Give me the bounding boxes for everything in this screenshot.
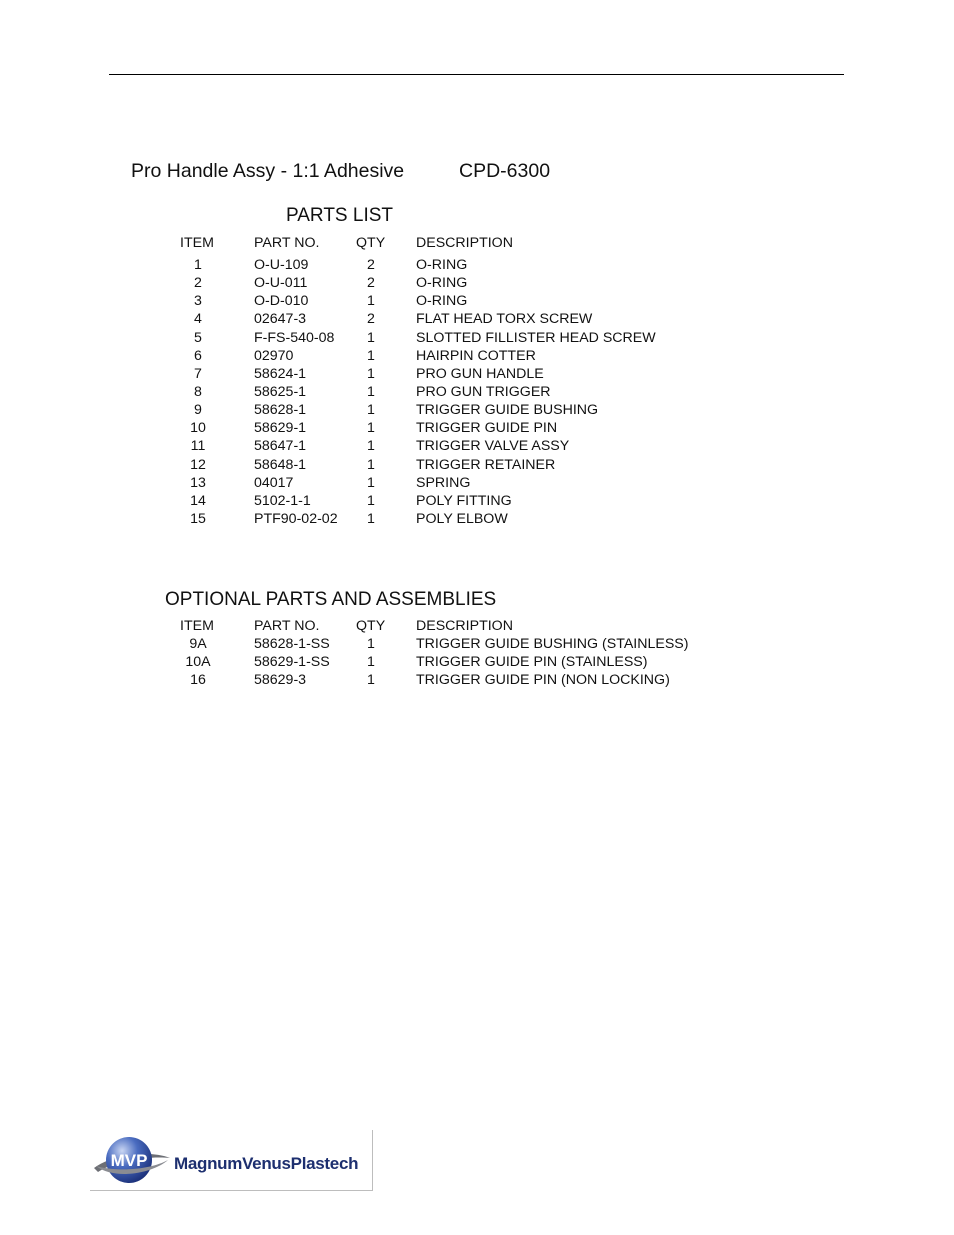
part-no-cell: PTF90-02-02 [254, 510, 338, 527]
table-row [0, 311, 954, 329]
optional-parts-title: OPTIONAL PARTS AND ASSEMBLIES [165, 589, 497, 610]
description-cell: TRIGGER VALVE ASSY [416, 438, 570, 455]
part-no-cell: 02970 [254, 347, 294, 364]
qty-cell: 1 [367, 402, 375, 419]
qty-cell: 1 [367, 365, 375, 382]
table-row [0, 475, 954, 493]
header-qty: QTY [356, 235, 386, 251]
optional-parts-table [0, 636, 954, 690]
item-cell: 9A [189, 636, 207, 652]
table-row [0, 672, 954, 690]
part-no-cell: 58628-1 [254, 402, 307, 419]
table-row [0, 402, 954, 420]
item-cell: 12 [190, 456, 206, 473]
part-no-cell: 58648-1 [254, 456, 307, 473]
table-row [0, 366, 954, 384]
part-no-cell: 58625-1 [254, 383, 307, 400]
description-cell: TRIGGER GUIDE PIN (STAINLESS) [416, 654, 648, 671]
qty-cell: 1 [367, 329, 375, 346]
item-cell: 10 [190, 420, 206, 437]
part-no-cell: 58624-1 [254, 365, 307, 382]
item-cell: 4 [194, 311, 202, 328]
parts-list-table [0, 257, 954, 529]
description-cell: TRIGGER GUIDE BUSHING [416, 402, 599, 419]
item-cell: 10A [185, 654, 211, 671]
part-no-cell: 58629-1-SS [254, 654, 330, 671]
part-no-cell: O-D-010 [254, 293, 309, 310]
qty-cell: 1 [367, 492, 375, 509]
parts-list-header [0, 235, 954, 253]
item-cell: 7 [194, 365, 202, 382]
part-no-cell: 58628-1-SS [254, 636, 330, 652]
table-row [0, 275, 954, 293]
table-header-row [0, 618, 954, 636]
description-cell: PRO GUN HANDLE [416, 365, 544, 382]
description-cell: HAIRPIN COTTER [416, 347, 536, 364]
table-row [0, 257, 954, 275]
header-part-no: PART NO. [254, 618, 320, 634]
optional-parts-header [0, 618, 954, 636]
table-row [0, 420, 954, 438]
part-no-cell: F-FS-540-08 [254, 329, 335, 346]
header-description: DESCRIPTION [416, 235, 513, 251]
item-cell: 2 [194, 275, 202, 292]
item-cell: 8 [194, 383, 202, 400]
qty-cell: 1 [367, 347, 375, 364]
qty-cell: 2 [367, 311, 375, 328]
globe-logo-icon [92, 1132, 172, 1188]
qty-cell: 1 [367, 456, 375, 473]
item-cell: 1 [194, 257, 202, 273]
qty-cell: 1 [367, 474, 375, 491]
part-no-cell: 58629-3 [254, 672, 307, 689]
table-row [0, 457, 954, 475]
qty-cell: 1 [367, 293, 375, 310]
part-no-cell: 5102-1-1 [254, 492, 311, 509]
item-cell: 5 [194, 329, 202, 346]
description-cell: SLOTTED FILLISTER HEAD SCREW [416, 329, 656, 346]
item-cell: 11 [190, 438, 206, 455]
description-cell: FLAT HEAD TORX SCREW [416, 311, 593, 328]
description-cell: TRIGGER GUIDE PIN (NON LOCKING) [416, 672, 670, 689]
table-row [0, 636, 954, 654]
qty-cell: 1 [367, 654, 375, 671]
part-no-cell: O-U-011 [254, 275, 308, 292]
header-item: ITEM [180, 235, 214, 251]
item-cell: 6 [194, 347, 202, 364]
item-cell: 15 [190, 510, 206, 527]
qty-cell: 1 [367, 636, 375, 652]
part-no-cell: 58629-1 [254, 420, 307, 437]
assembly-code: CPD-6300 [459, 160, 551, 182]
description-cell: SPRING [416, 474, 471, 491]
company-name: MagnumVenusPlastech [174, 1154, 359, 1173]
table-row [0, 511, 954, 529]
item-cell: 13 [190, 474, 206, 491]
table-row [0, 348, 954, 366]
qty-cell: 2 [367, 275, 375, 292]
header-qty: QTY [356, 618, 386, 634]
table-row [0, 384, 954, 402]
part-no-cell: 04017 [254, 474, 294, 491]
part-no-cell: 58647-1 [254, 438, 307, 455]
item-cell: 3 [194, 293, 202, 310]
table-row [0, 654, 954, 672]
header-item: ITEM [180, 618, 214, 634]
header-rule [109, 74, 844, 75]
header-part-no: PART NO. [254, 235, 320, 251]
parts-list-title: PARTS LIST [286, 205, 393, 226]
part-no-cell: 02647-3 [254, 311, 307, 328]
table-row [0, 293, 954, 311]
description-cell: O-RING [416, 275, 468, 292]
item-cell: 16 [190, 672, 206, 689]
part-no-cell: O-U-109 [254, 257, 309, 273]
table-header-row [0, 235, 954, 253]
description-cell: TRIGGER GUIDE PIN [416, 420, 558, 437]
description-cell: O-RING [416, 257, 468, 273]
description-cell: TRIGGER GUIDE BUSHING (STAINLESS) [416, 636, 689, 652]
table-row [0, 330, 954, 348]
header-description: DESCRIPTION [416, 618, 513, 634]
qty-cell: 1 [367, 438, 375, 455]
item-cell: 14 [190, 492, 206, 509]
description-cell: TRIGGER RETAINER [416, 456, 556, 473]
qty-cell: 1 [367, 383, 375, 400]
description-cell: POLY FITTING [416, 492, 512, 509]
description-cell: PRO GUN TRIGGER [416, 383, 551, 400]
assembly-title: Pro Handle Assy - 1:1 Adhesive [131, 160, 405, 182]
table-row [0, 438, 954, 456]
qty-cell: 1 [367, 510, 375, 527]
description-cell: POLY ELBOW [416, 510, 508, 527]
table-row [0, 493, 954, 511]
description-cell: O-RING [416, 293, 468, 310]
item-cell: 9 [194, 402, 202, 419]
qty-cell: 1 [367, 420, 375, 437]
qty-cell: 1 [367, 672, 375, 689]
qty-cell: 2 [367, 257, 375, 273]
logo-badge-text: MVP [110, 1151, 148, 1170]
company-logo [90, 1130, 373, 1191]
